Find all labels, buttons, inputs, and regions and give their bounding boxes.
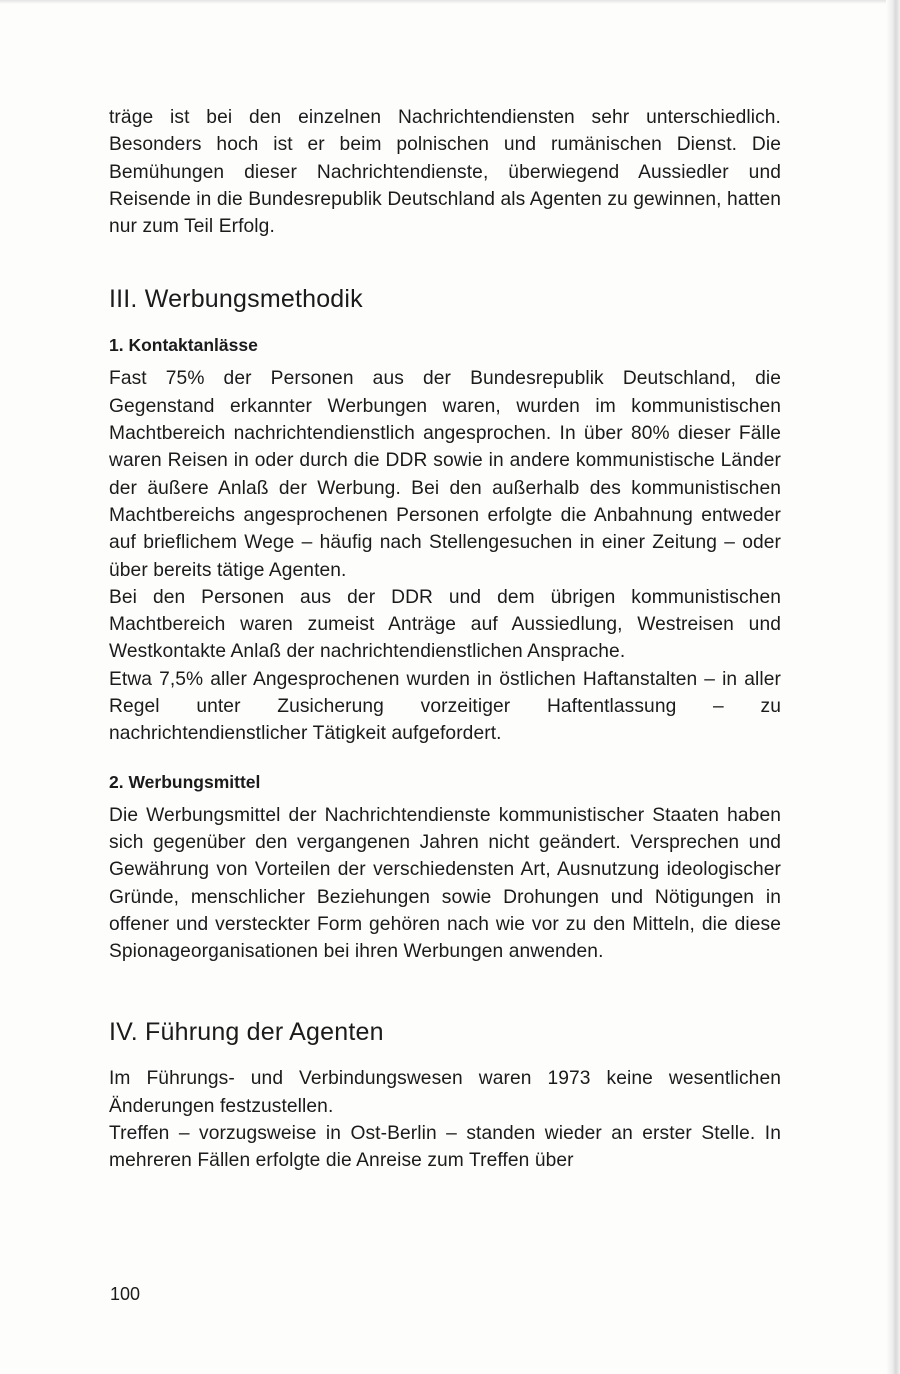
intro-paragraph: träge ist bei den einzelnen Nachrichtendiensten sehr unterschiedlich. Besonders hoch ist er beim polnischen und rumänischen Dienst. Die Bemühungen dieser Nachrichtendienste, überwiegend Aussiedler und Reisende in die Bundesrepublik Deutschland als Agenten zu gewinnen, hatten nur zum Teil Erfolg.: [109, 107, 781, 238]
paragraph-kontaktanlaesse-2: Bei den Personen aus der DDR und dem übrigen kommunistischen Machtbereich waren zumeist Anträge auf Aussiedlung, Westreisen und Westkontakte Anlaß der nachrichtendienstlichen Ansprache.: [109, 586, 781, 663]
page-content: [109, 104, 781, 1175]
subheading-kontaktanlaesse: 1. Kontaktanlässe: [109, 335, 258, 356]
paragraph-kontaktanlaesse-3: Etwa 7,5% aller Angesprochenen wurden in östlichen Haftanstalten – in aller Regel unter Zusicherung vorzeitiger Haftentlassung – zu nachrichtendienstlicher Tätigkeit aufgefordert.: [109, 668, 781, 745]
page-number: 100: [110, 1284, 141, 1304]
paragraph-werbungsmittel: Die Werbungsmittel der Nachrichtendienste kommunistischer Staaten haben sich gegenüber den vergangenen Jahren nicht geändert. Versprechen und Gewährung von Vorteilen der verschiedensten Art, Ausnutzung ideologischer Gründe, menschlicher Beziehungen sowie Drohungen und Nötigungen in offener und versteckter Form gehören nach wie vor zu den Mitteln, die diese Spionageorganisationen bei ihren Werbungen anwenden.: [109, 804, 781, 963]
page-right-edge: [886, 0, 900, 1374]
paragraph-fuehrung-2: Treffen – vorzugsweise in Ost-Berlin – standen wieder an erster Stelle. In mehreren Fällen erfolgte die Anreise zum Treffen über: [109, 1123, 781, 1172]
section-heading-werbungsmethodik: III. Werbungsmethodik: [109, 285, 363, 314]
page-top-edge: [0, 0, 900, 4]
paragraph-kontaktanlaesse-1: Fast 75% der Personen aus der Bundesrepublik Deutschland, die Gegenstand erkannter Werbungen waren, wurden im kommunistischen Machtbereich nachrichtendienstlich angesprochen. In über 80% dieser Fälle waren Reisen in oder durch die DDR sowie in andere kommunistische Länder der äußere Anlaß der Werbung. Bei den außerhalb des kommunistischen Machtbereichs angesprochenen Personen erfolgte die Anbahnung entweder auf brieflichem Wege – häufig nach Stellengesuchen in einer Zeitung – oder über bereits tätige Agenten.: [109, 368, 781, 581]
section-heading-fuehrung-der-agenten: IV. Führung der Agenten: [109, 1018, 384, 1047]
subheading-werbungsmittel: 2. Werbungsmittel: [109, 771, 261, 792]
paragraph-fuehrung-1: Im Führungs- und Verbindungswesen waren 1973 keine wesentlichen Änderungen festzustellen.: [109, 1068, 781, 1117]
